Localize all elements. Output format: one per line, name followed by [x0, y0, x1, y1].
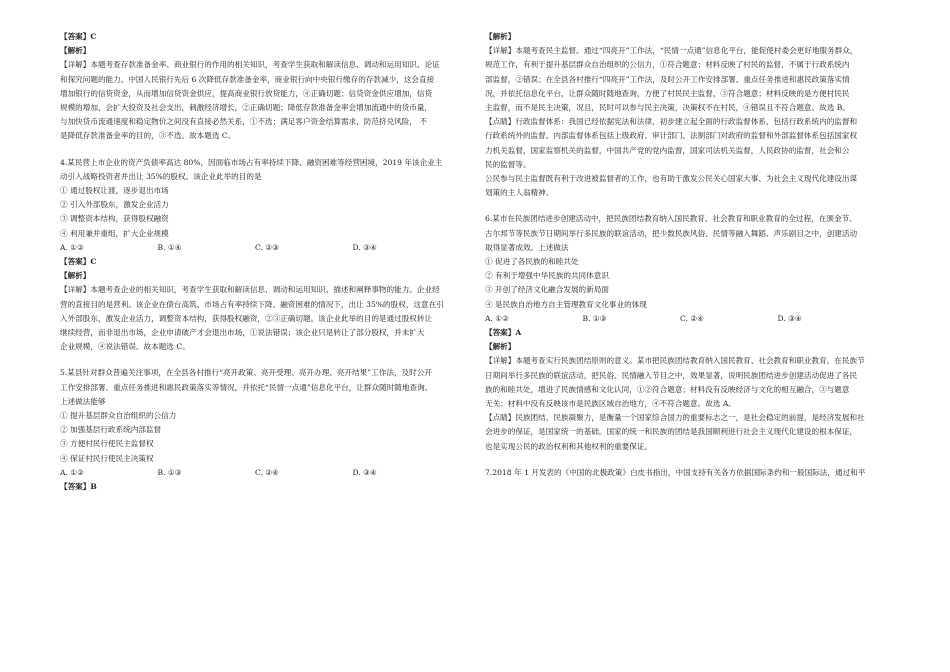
- q3-detail-line: 增加银行的信贷资金，从而增加信贷资金供应，提高商业银行放贷能力，④正确切题；信贷资金供应增加，信贷: [60, 88, 433, 98]
- q6-stem-line: 取得显著成效。上述做法: [485, 242, 569, 252]
- q6-option-c: C. ②④: [680, 313, 704, 323]
- q5-detail-line: 部监督，②错误；在全县各村推行“四亮开”工作法，及时公开工作安排部署、重点任务推进和惠民政策落实情: [485, 74, 850, 84]
- q6-item: ① 促进了各民族的和睦共处: [485, 257, 579, 267]
- q5-options: [60, 466, 450, 480]
- q5-option-b: B. ①③: [157, 467, 182, 477]
- q6-item: ④ 是民族自治地方自主管理教育文化事业的体现: [485, 299, 647, 309]
- q5-stem-line: 工作安排部署、重点任务推进和惠民政策落实等情况，并依托“民情一点通”信息化平台，让群众随时随地查询。: [60, 382, 433, 392]
- q5-tip-line: 力机关监督，国家监察机关的监督，中国共产党的党内监督，国家司法机关监督，人民政协的监督，社会和公: [485, 145, 850, 155]
- right-column: [485, 30, 875, 480]
- q6-answer: 【答案】A: [485, 328, 522, 338]
- q4-option-b: B. ①④: [157, 242, 182, 252]
- spacer: [60, 354, 450, 366]
- q5-tip-line: 行政系统外的监督。内部监督体系包括上级政府、审计部门、法制部门对政府的监督和外部监督体系包括国家权: [485, 131, 858, 141]
- q4-detail-line: 入外部股东，激发企业活力，调整资本结构，获得股权融资，②③正确切题。该企业此举的目的是通过股权转让: [60, 313, 433, 323]
- q3-detail-line: 与加快货币流通速度和稳定物价之间没有直接必然关系，①不选；满足客户资金结算需求，防范挤兑风险， 不: [60, 117, 427, 127]
- q4-stem-line: 4.某民营上市企业的资产负债率高达 80%，因面临市场占有率持续下降、融资困难等经营困境，2019 年该企业主: [60, 157, 443, 167]
- q3-detail-line: 是降低存款准备金率的目的，③不选。故本题选 C。: [60, 131, 236, 141]
- q6-item: ② 有利于增强中华民族的共同体意识: [485, 271, 609, 281]
- q5-detail-line: 规范工作，有利于提升基层群众自治组织的公信力，①符合题意；材料反映了村民的监督，不属于行政系统内: [485, 60, 850, 70]
- q4-stem-line: 动引入战略投资者并出让 35%的股权。该企业此举的目的是: [60, 171, 262, 181]
- q5-lead: 上述做法能够: [60, 396, 106, 406]
- q3-answer: 【答案】C: [60, 32, 97, 41]
- q4-detail-line: 企业规模，④说法错误。故本题选 C。: [60, 342, 190, 352]
- q6-analysis-label: 【解析】: [485, 342, 516, 352]
- q3-detail-line: 和探究问题的能力。中国人民银行先后 6 次降低存款准备金率，商业银行向中央银行缴存的存款减少，这会直接: [60, 74, 435, 84]
- q4-item: ③ 调整资本结构，获得股权融资: [60, 214, 169, 224]
- q6-tip-line: 也是实现公民的政治权利和其他权利的重要保证。: [485, 441, 653, 451]
- q5-item: ① 提升基层群众自治组织的公信力: [60, 411, 177, 421]
- q3-analysis-label: 【解析】: [60, 46, 91, 56]
- q6-detail-line: 无关；材料中没有反映该市是民族区域自治地方，④不符合题意。故选 A。: [485, 399, 736, 409]
- q6-item: ③ 开创了经济文化融合发展的新局面: [485, 285, 609, 295]
- q4-item: ② 引入外部股东，激发企业活力: [60, 200, 169, 210]
- q5-detail-line: 【详解】本题考查民主监督。通过“四亮开”工作法，“民情一点通”信息化平台，能促使村委会更好地服务群众，: [485, 46, 858, 56]
- q7-stem-line: 7.2018 年 1 月发表的《中国的北极政策》白皮书指出，中国支持有关各方依据国际条约和一般国际法，通过和平: [485, 467, 866, 477]
- q4-option-c: C. ②③: [255, 242, 279, 252]
- q6-tip-line: 【点睛】民族团结、民族凝聚力，是衡量一个国家综合国力的重要标志之一，是社会稳定的前提，是经济发展和社: [485, 413, 865, 423]
- q4-detail-line: 【详解】本题考查企业的相关知识，考查学生获取和解读信息、调动和运用知识、描述和阐释事物的能力。企业经: [60, 285, 440, 295]
- q6-detail-line: 族的和睦共处，增进了民族情感和文化认同，①②符合题意；材料没有反映经济与文化的相互融合，③与题意: [485, 384, 850, 394]
- q5-analysis-label: 【解析】: [485, 32, 516, 41]
- q4-item: ④ 利用兼并重组，扩大企业规模: [60, 228, 169, 238]
- q6-stem-line: 6.某市在民族团结进步创建活动中，把民族团结教育纳入国民教育、社会教育和职业教育的全过程，在颁金节、: [485, 214, 857, 224]
- q5-tip-line: 【点睛】行政监督体系：我国已经依据宪法和法律，初步建立起全面的行政监督体系，包括行政系统内的监督和: [485, 117, 858, 127]
- q6-stem-line: 古尔邦节等民族节日期间举行多民族的联谊活动，把少数民族风俗、民情等融入舞蹈、声乐剧目之中，创建活动: [485, 228, 858, 238]
- q5-tip-line: 民的监督等。: [485, 159, 531, 169]
- spacer: [60, 144, 450, 156]
- q5-tip-line: 公民参与民主监督既有利于改进被监督者的工作，也有助于激发公民关心国家大事、为社会主义现代化建设出谋: [485, 174, 858, 184]
- q4-answer: 【答案】C: [60, 257, 97, 267]
- q5-answer: 【答案】B: [60, 482, 97, 492]
- q5-detail-line: 主监督，而不是民主决策，况且，民时可以参与民主决策，决策权不在村民，④错误且不符合题意。故选 B。: [485, 103, 850, 113]
- q6-options: [485, 312, 875, 326]
- q6-tip-line: 会进步的保证，是国家统一的基础。国家的统一和民族的团结是我国顺利进行社会主义现代化建设的根本保证，: [485, 427, 858, 437]
- q5-option-a: A. ①②: [60, 467, 84, 477]
- q3-detail-line: 规模的增加，会扩大投资及社会支出，刺激经济增长，②正确切题；降低存款准备金率会增加流通中的货币量，: [60, 103, 433, 113]
- spacer: [485, 454, 875, 466]
- q4-analysis-label: 【解析】: [60, 271, 91, 281]
- q4-options: [60, 241, 450, 255]
- q6-option-a: A. ①②: [485, 313, 509, 323]
- spacer: [485, 200, 875, 212]
- q5-item: ③ 方便村民行使民主监督权: [60, 439, 154, 449]
- q5-option-c: C. ②④: [255, 467, 279, 477]
- q5-stem-line: 5.某县针对群众普遍关注事项，在全县各村推行“亮开政策、亮开受理、亮开办理、亮开结果”工作法，及时公开: [60, 368, 432, 378]
- q6-option-b: B. ①③: [582, 313, 607, 323]
- q5-detail-line: 况，并依托信息化平台，让群众随时随地查询，方便了村民民主监督，③符合题意；材料反映的是方便村民民: [485, 88, 850, 98]
- q5-item: ② 加强基层行政系统内部监督: [60, 425, 162, 435]
- q5-tip-line: 划策的主人翁精神。: [485, 188, 554, 198]
- q4-item: ① 通过股权让渡，逐步退出市场: [60, 186, 169, 196]
- q4-option-a: A. ①②: [60, 242, 84, 252]
- q6-detail-line: 【详解】本题考查实行民族团结原则的意义。某市把民族团结教育纳入国民教育、社会教育和职业教育，在民族节: [485, 356, 865, 366]
- left-column: [60, 30, 450, 494]
- q6-option-d: D. ③④: [777, 313, 802, 323]
- q5-option-d: D. ③④: [352, 467, 377, 477]
- q4-detail-line: 继续经营，而非退出市场，企业申请破产才会退出市场，①说法错误；该企业只是转让了部分股权，并未扩大: [60, 328, 425, 338]
- q6-detail-line: 日期间举行多民族的联谊活动，把民俗、民情融入节目之中，效果显著，说明民族团结进步创建活动促进了各民: [485, 370, 858, 380]
- q4-option-d: D. ③④: [352, 242, 377, 252]
- q4-detail-line: 营的直接目的是营利。该企业在债台高筑、市场占有率持续下降、融资困难的情况下，出让 35%的股权，这意在引: [60, 299, 444, 309]
- q5-item: ④ 保证村民行使民主决策权: [60, 453, 154, 463]
- q3-detail-line: 【详解】本题考查存款准备金率、商业银行的作用的相关知识，考查学生获取和解读信息、调动和运用知识、论证: [60, 60, 440, 70]
